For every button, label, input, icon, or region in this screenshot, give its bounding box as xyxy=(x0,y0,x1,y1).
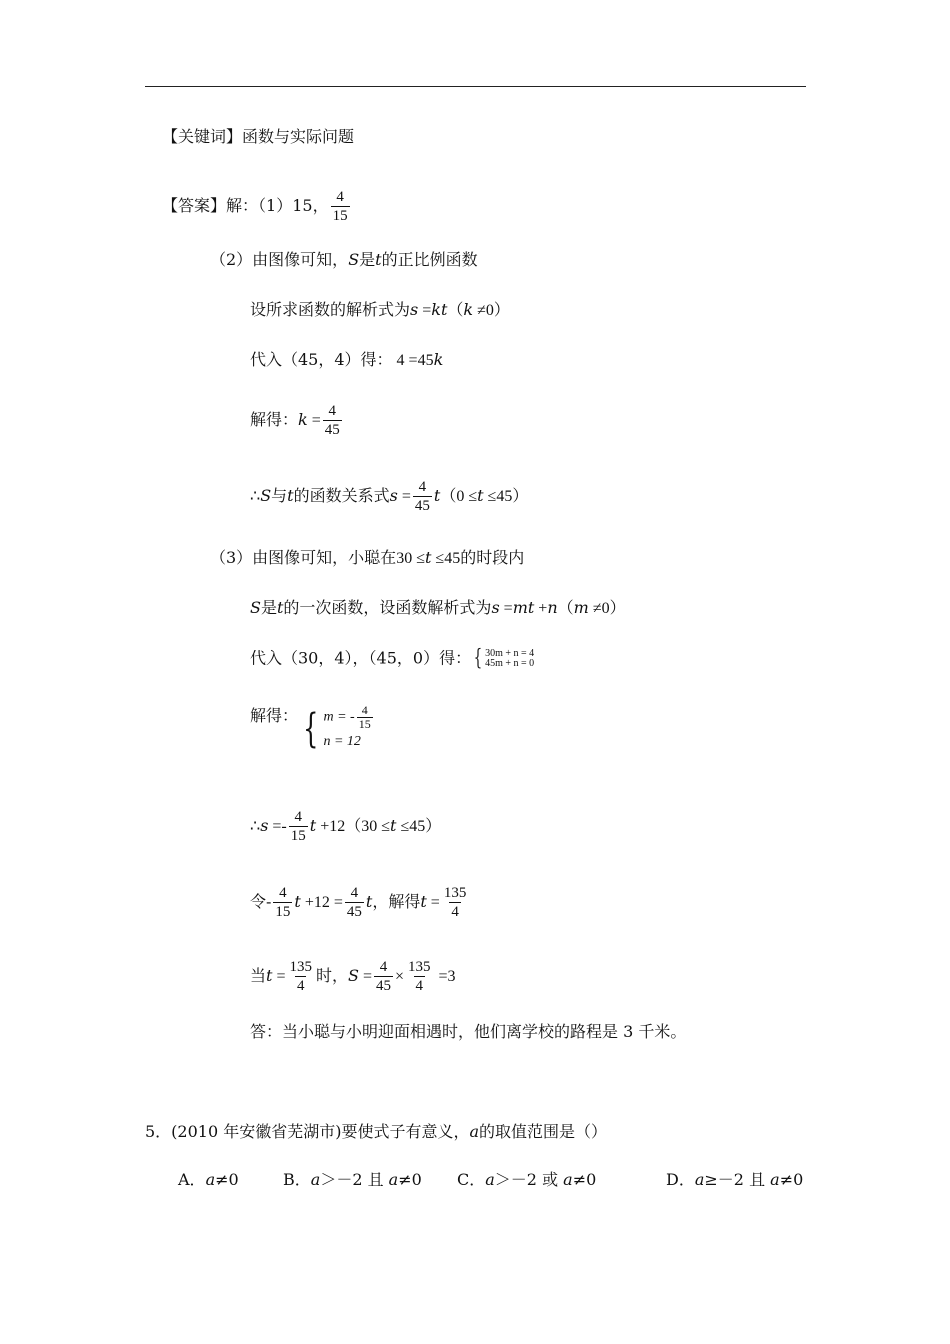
part3-line3: 代入（30，4），（45，0）得： { 30m + n = 4 45m + n = 0 xyxy=(250,646,535,671)
part3-line7: 当t = $\frac{135}{4}$ 时，S = $\frac{4}{45}$ × $\frac{135}{4}$ =3 xyxy=(250,959,456,994)
q5-option-c[interactable]: C．a＞－2 或 a≠0 xyxy=(457,1170,597,1189)
q5-stem: 5．(2010 年安徽省芜湖市)要使式子有意义，a的取值范围是（） xyxy=(145,1122,608,1141)
part2-line3: 代入（45，4）得： 4 =45k xyxy=(250,350,444,369)
solution-system: { m = - $\frac{4}{15}$ n = 12 xyxy=(303,703,371,752)
answer-label: 【答案】 xyxy=(162,196,227,215)
fraction: $\frac{4}{15}$ xyxy=(332,189,348,224)
equation-system: { 30m + n = 4 45m + n = 0 xyxy=(473,646,535,671)
fraction: $\frac{4}{45}$ xyxy=(376,959,391,994)
fraction: $\frac{4}{45}$ xyxy=(324,403,340,438)
part3-line4: 解得： { m = - $\frac{4}{15}$ n = 12 xyxy=(250,706,375,753)
fraction: $\frac{4}{45}$ xyxy=(346,885,362,920)
q5-option-d[interactable]: D．a≥－2 且 a≠0 xyxy=(666,1170,804,1189)
header-rule xyxy=(145,86,806,87)
part3-line6: 令- $\frac{4}{15}$ t +12 = $\frac{4}{45}$ t，解得t = $\frac{135}{4}$ xyxy=(250,885,467,920)
fraction: $\frac{4}{45}$ xyxy=(414,479,430,514)
q5-option-b[interactable]: B．a＞－2 且 a≠0 xyxy=(283,1170,422,1189)
part3-line5: ∴s =- $\frac{4}{15}$ t +12（30 ≤t ≤45） xyxy=(250,809,442,844)
answer-line xyxy=(162,188,352,225)
keywords-line xyxy=(162,127,354,147)
part2-line4: 解得：k = $\frac{4}{45}$ xyxy=(250,403,340,438)
part3-line1: （3）由图像可知，小聪在30 ≤t ≤45的时段内 xyxy=(210,548,525,567)
keywords-label: 【关键词】 xyxy=(162,127,243,146)
fraction: $\frac{135}{4}$ xyxy=(408,959,431,994)
part3-answer: 答：当小聪与小明迎面相遇时，他们离学校的路程是 3 千米。 xyxy=(250,1022,687,1041)
part2-line2: 设所求函数的解析式为s =kt（k ≠0） xyxy=(250,300,510,319)
fraction: $\frac{4}{15}$ xyxy=(290,809,306,844)
part2-line1: （2）由图像可知，S是t的正比例函数 xyxy=(210,250,478,269)
part2-line5: ∴S与t的函数关系式s = $\frac{4}{45}$ t（0 ≤t ≤45） xyxy=(250,479,529,514)
answer-part1: （1）15， xyxy=(258,196,329,215)
keywords-text: 函数与实际问题 xyxy=(242,127,355,146)
fraction: $\frac{4}{15}$ xyxy=(275,885,291,920)
part3-line2: S是t的一次函数，设函数解析式为s =mt +n（m ≠0） xyxy=(250,598,626,617)
answer-jie: 解： xyxy=(226,196,259,215)
fraction: $\frac{135}{4}$ xyxy=(443,885,467,920)
fraction: $\frac{4}{15}$ xyxy=(358,703,371,731)
q5-option-a[interactable]: A．a≠0 xyxy=(178,1170,239,1189)
fraction: $\frac{135}{4}$ xyxy=(289,959,312,994)
